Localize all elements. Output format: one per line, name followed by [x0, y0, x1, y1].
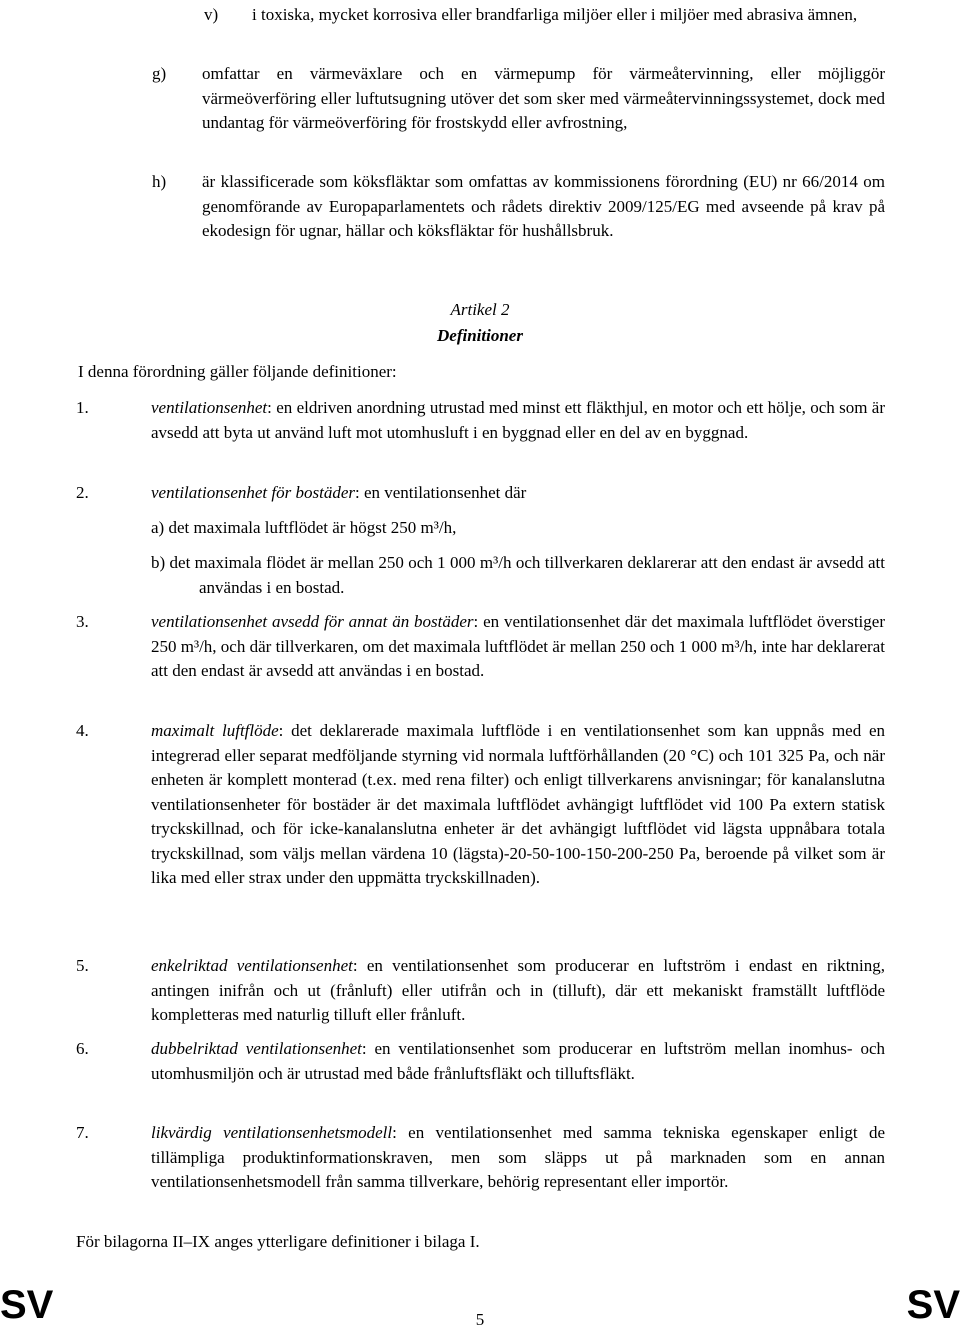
closing-note: För bilagorna II–IX anges ytterligare definitioner i bilaga I.	[76, 1232, 480, 1251]
definition-1	[151, 396, 885, 445]
definition-text: : en ventilationsenhet som producerar en luftström i endast en riktning, antingen inifrån och ut (frånluft) eller utifrån och in (tilluft), där ett mekaniskt framställt luftflöde kompletteras med naturlig tilluft eller frånluft.	[151, 956, 885, 1024]
definition-number-4: 4.	[76, 721, 89, 740]
definition-term: maximalt luftflöde	[151, 721, 279, 740]
item-text-g: omfattar en värmeväxlare och en värmepump för värmeåtervinning, eller möjliggör värmeöverföring eller luftutsugning utöver det som sker med värmeåtervinningssystemet, dock med undantag för värmeöverföring för frostskydd eller avfrostning,	[202, 64, 885, 132]
definition-number-1: 1.	[76, 398, 89, 417]
definition-text: : en ventilationsenhet där det maximala luftflödet överstiger 250 m³/h, och där tillverkaren, om det maximala luftflödet är mellan 250 och 1 000 m³/h, inte har deklarerat att den endast är avsedd att användas i en bostad.	[151, 612, 885, 680]
definitions-intro: I denna förordning gäller följande definitioner:	[78, 362, 397, 381]
definition-2-sub-b: b) det maximala flödet är mellan 250 och 1 000 m³/h och tillverkaren deklarerar att den endast är avsedd att användas i en bostad.	[151, 553, 885, 597]
item-marker-g: g)	[152, 64, 167, 83]
definition-3	[151, 610, 885, 684]
definition-term: enkelriktad ventilationsenhet	[151, 956, 353, 975]
definition-number-7: 7.	[76, 1123, 89, 1142]
item-marker-v: v)	[204, 5, 219, 24]
definition-2	[151, 481, 885, 506]
definition-text: : en ventilationsenhet med samma tekniska egenskaper enligt de tillämpliga produktinformationskraven, men som släpps ut på marknaden som en annan ventilationsenhetsmodell från samma tillverkare, behörig representant eller importör.	[151, 1123, 886, 1191]
definition-text: : det deklarerade maximala luftflöde i en ventilationsenhet som kan uppnås med en integrerad eller separat medföljande styrning vid normala luftförhållanden (20 °C) och 101 325 Pa, och när enheten är komplett monterad (t.ex. med rena filter) och enligt tillverkarens anvisningar; för kanalanslutna ventilationsenheter för bostäder är det maximala luftflödet avhängigt luftflödet vid 100 Pa extern statisk tryckskillnad, och för icke-kanalanslutna enheter är det avhängigt luftflödet vid lägsta uppnåbara totala tryckskillnad, som väljs mellan värdena 10 (lägsta)-20-50-100-150-200-250 Pa, beroende på vilket som är lika med eller strax under den uppmätta tryckskillnaden).	[151, 721, 885, 887]
item-text-v: i toxiska, mycket korrosiva eller brandfarliga miljöer eller i miljöer med abrasiva ämnen,	[252, 5, 858, 24]
definition-2-sub-a: a) det maximala luftflödet är högst 250 m³/h,	[151, 518, 457, 537]
article-number: Artikel 2	[450, 300, 510, 319]
item-text-h: är klassificerade som köksfläktar som omfattas av kommissionens förordning (EU) nr 66/2014 om genomförande av Europaparlamentets och rådets direktiv 2009/125/EG med avseende på krav på ekodesign för ugnar, hällar och köksfläktar för hushållsbruk.	[202, 172, 885, 240]
definition-term: ventilationsenhet för bostäder	[151, 483, 355, 502]
definition-term: dubbelriktad ventilationsenhet	[151, 1039, 362, 1058]
definition-term: likvärdig ventilationsenhetsmodell	[151, 1123, 393, 1142]
item-marker-h: h)	[152, 172, 167, 191]
definition-text: : en ventilationsenhet som producerar en luftström mellan inomhus- och utomhusmiljön och är utrustad med både frånluftsfläkt och tilluftsfläkt.	[151, 1039, 885, 1083]
definition-term: ventilationsenhet	[151, 398, 268, 417]
definition-7	[151, 1121, 885, 1195]
footer-language-left: SV	[0, 1283, 54, 1327]
page-number: 5	[475, 1310, 485, 1329]
definition-6	[151, 1037, 885, 1086]
definition-5	[151, 954, 885, 1028]
definition-number-2: 2.	[76, 483, 89, 502]
definition-4	[151, 719, 885, 891]
definition-text: : en ventilationsenhet där	[354, 483, 527, 502]
definition-number-5: 5.	[76, 956, 89, 975]
definition-number-6: 6.	[76, 1039, 89, 1058]
definition-text: : en eldriven anordning utrustad med minst ett fläkthjul, en motor och ett hölje, och som är avsedd att byta ut använd luft mot utomhusluft i en byggnad eller en del av en byggnad.	[151, 398, 885, 442]
article-title: Definitioner	[437, 326, 523, 345]
footer-language-right: SV	[906, 1283, 960, 1327]
definition-term: ventilationsenhet avsedd för annat än bostäder	[151, 612, 474, 631]
definition-number-3: 3.	[76, 612, 89, 631]
